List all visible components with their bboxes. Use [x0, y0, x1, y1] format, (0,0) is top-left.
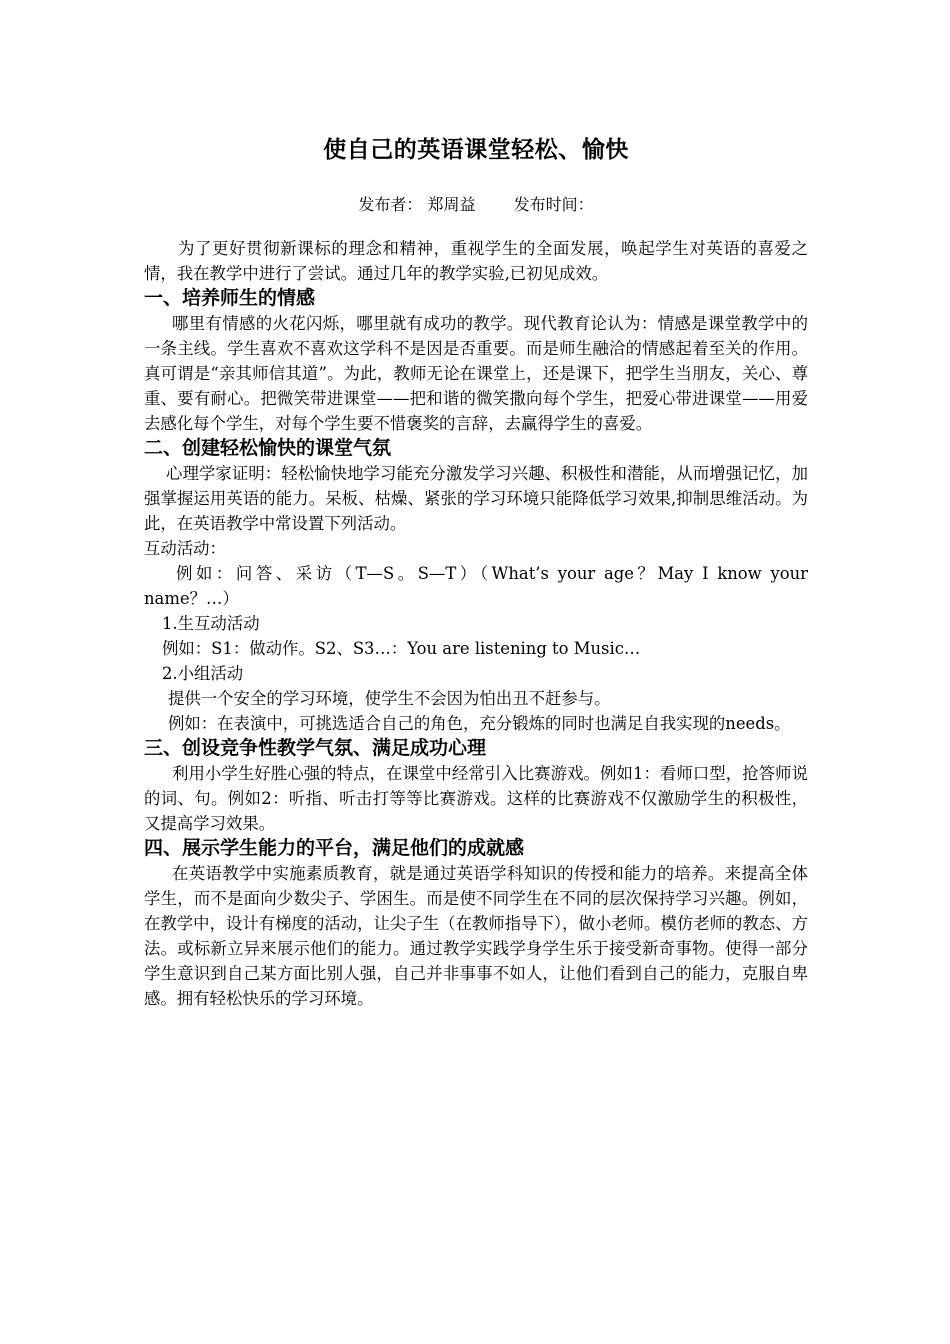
intro-paragraph: 为了更好贯彻新课标的理念和精神，重视学生的全面发展，唤起学生对英语的喜爱之情，我在教学中进行了尝试。通过几年的教学实验,已初见成效。 — [144, 239, 808, 283]
publish-time-label: 发布时间： — [513, 195, 594, 214]
interactive-activity-label: 互动活动： — [144, 539, 226, 558]
section-heading-2: 二、创建轻松愉快的课堂气氛 — [144, 437, 392, 459]
author-label: 发布者： — [358, 195, 423, 214]
student-interaction-example: 例如：S1：做动作。S2、S3…：You are listening to Music… — [162, 639, 641, 658]
section-heading-3: 三、创设竞争性教学气氛、满足成功心理 — [144, 737, 487, 759]
list-item-group-activity: 2.小组活动 — [162, 664, 244, 683]
section-4-paragraph: 在英语教学中实施素质教育，就是通过英语学科知识的传授和能力的培养。来提高全体学生，而不是面向少数尖子、学困生。而是使不同学生在不同的层次保持学习兴趣。例如，在教学中，设计有梯度的活动，让尖子生（在教师指导下），做小老师。模仿老师的教态、方法。或标新立异来展示他们的能力。通过教学实践学身学生乐于接受新奇事物。使得一部分学生意识到自己某方面比别人强，自己并非事事不如人，让他们看到自己的能力，克服自卑感。拥有轻松快乐的学习环境。 — [144, 864, 808, 1008]
section-2-paragraph: 心理学家证明：轻松愉快地学习能充分激发学习兴趣、积极性和潜能，从而增强记忆，加强掌握运用英语的能力。呆板、枯燥、紧张的学习环境只能降低学习效果,抑制思维活动。为此，在英语教学中常设置下列活动。 — [144, 464, 808, 533]
section-3-paragraph: 利用小学生好胜心强的特点，在课堂中经常引入比赛游戏。例如1：看师口型，抢答师说的词、句。例如2：听指、听击打等等比赛游戏。这样的比赛游戏不仅激励学生的积极性，又提高学习效果。 — [144, 764, 808, 833]
section-1-paragraph: 哪里有情感的火花闪烁，哪里就有成功的教学。现代教育论认为：情感是课堂教学中的一条主线。学生喜欢不喜欢这学科不是因是否重要。而是师生融洽的情感起着至关的作用。真可谓是“亲其师信其道”。为此，教师无论在课堂上，还是课下，把学生当朋友，关心、尊重、要有耐心。把微笑带进课堂——把和谐的微笑撒向每个学生，把爱心带进课堂——用爱去感化每个学生，对每个学生要不惜褒奖的言辞，去赢得学生的喜爱。 — [144, 314, 808, 433]
interactive-activity-example: 例如：问答、采访（T—S。S—T）（What’s your age？May I know your name？…） — [144, 564, 808, 608]
section-heading-1: 一、培养师生的情感 — [144, 287, 316, 309]
group-activity-description: 提供一个安全的学习环境，使学生不会因为怕出丑不赶参与。 — [168, 689, 611, 708]
list-item-student-interaction: 1.生互动活动 — [162, 614, 260, 633]
group-activity-example: 例如：在表演中，可挑选适合自己的角色，充分锻炼的同时也满足自我实现的needs。 — [168, 714, 791, 733]
byline — [144, 192, 808, 218]
author-name: 郑周益 — [427, 195, 476, 214]
document-title: 使自己的英语课堂轻松、愉快 — [323, 137, 629, 163]
section-heading-4: 四、展示学生能力的平台，满足他们的成就感 — [144, 837, 525, 859]
document-page — [144, 128, 808, 1011]
